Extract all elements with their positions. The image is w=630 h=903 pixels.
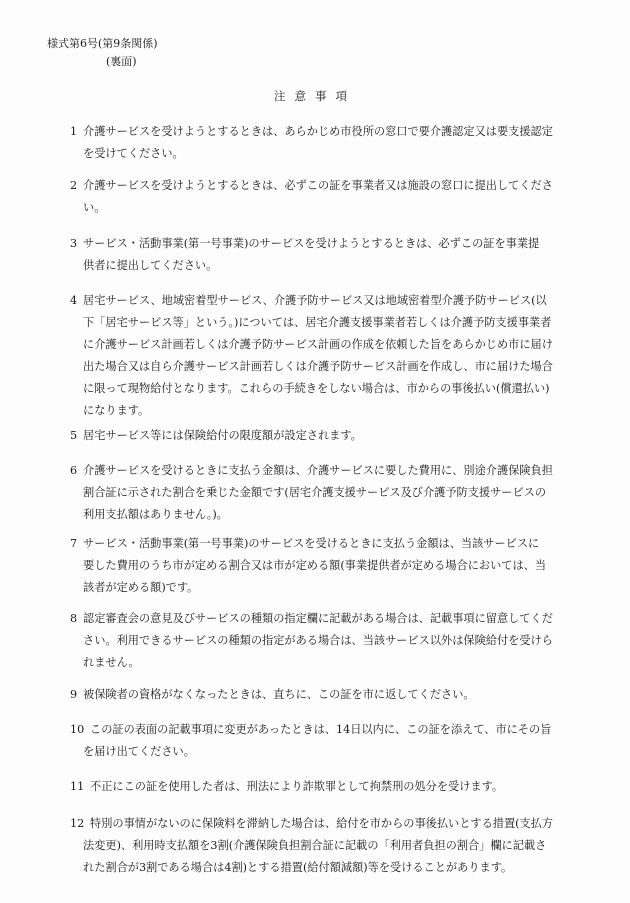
item-text [70, 813, 580, 879]
item-number: 5 [70, 429, 78, 442]
notice-item [70, 175, 580, 219]
notice-item [70, 719, 580, 763]
item-line: れた割合が3割である場合は4割)とする措置(給付額減額)等を受けることがあります。 [83, 861, 513, 874]
item-line: 居宅サービス等には保険給付の限度額が設定されます。 [83, 429, 362, 442]
item-line: 出た場合又は自ら介護サービス計画若しくは介護予防サービス計画を作成し、市に届けた場合 [83, 360, 553, 373]
item-number: 3 [70, 237, 78, 250]
item-line: 介護サービスを受けようとするときは、必ずこの証を事業者又は施設の窓口に提出してくださ [83, 179, 553, 192]
item-number: 9 [70, 688, 78, 701]
item-text [70, 776, 580, 798]
item-line: 介護サービスを受けるときに支払う金額は、介護サービスに要した費用に、別途介護保険負担 [83, 464, 553, 477]
item-line: この証の表面の記載事項に変更があったときは、14日以内に、この証を添えて、市にその旨 [90, 723, 552, 736]
item-line: さい。利用できるサービスの種類の指定がある場合は、当該サービス以外は保険給付を受けら [83, 634, 553, 647]
page-title: 注意事項 [274, 89, 356, 103]
item-number: 2 [70, 179, 78, 192]
notice-item [70, 121, 580, 165]
notice-item [70, 460, 580, 526]
item-number: 7 [70, 537, 78, 550]
item-text [70, 290, 580, 422]
form-number: 様式第6号(第9条関係) [47, 37, 158, 50]
item-number: 10 [70, 723, 85, 736]
item-text [70, 608, 580, 674]
item-text [70, 175, 580, 219]
item-text [70, 233, 580, 277]
item-line: に限って現物給付となります。これらの手続きをしない場合は、市からの事後払い(償還払い) [83, 382, 550, 395]
item-line: になります。 [83, 404, 150, 417]
item-line: を届け出てください。 [83, 745, 195, 758]
item-number: 6 [70, 464, 78, 477]
item-line: 利用支払額はありません。)。 [83, 508, 228, 521]
item-line: 下「居宅サービス等」という。)については、居宅介護支援事業者若しくは介護予防支援事業者 [83, 316, 552, 329]
item-line: に介護サービス計画若しくは介護予防サービス計画の作成を依頼した旨をあらかじめ市に届け [83, 338, 553, 351]
item-line: 居宅サービス、地域密着型サービス、介護予防サービス又は地域密着型介護予防サービス(以 [83, 294, 547, 307]
item-line: サービス・活動事業(第一号事業)のサービスを受けようとするときは、必ずこの証を事業提 [83, 237, 540, 250]
item-text [70, 425, 580, 447]
item-line: 割合証に示された割合を乗じた金額です(居宅介護支援サービス及び介護予防支援サービスの [83, 486, 547, 499]
item-line: 特別の事情がないのに保険料を滞納した場合は、給付を市からの事後払いとする措置(支払方 [90, 817, 554, 830]
notice-item [70, 425, 580, 447]
item-line: れません。 [83, 656, 140, 669]
notice-item [70, 533, 580, 599]
item-text [70, 533, 580, 599]
item-line: 被保険者の資格がなくなったときは、直ちに、この証を市に返してください。 [83, 688, 475, 701]
item-line: を受けてください。 [83, 147, 184, 160]
item-line: 不正にこの証を使用した者は、刑法により詐欺罪として拘禁刑の処分を受けます。 [90, 780, 504, 793]
notice-item [70, 290, 580, 422]
item-line: 法変更)、利用時支払額を3割(介護保険負担割合証に記載の「利用者負担の割合」欄に記載さ [83, 839, 547, 852]
item-number: 12 [70, 817, 85, 830]
notice-item [70, 813, 580, 879]
item-line: 供者に提出してください。 [83, 259, 218, 272]
item-number: 11 [70, 780, 85, 793]
notice-item [70, 684, 580, 706]
item-number: 4 [70, 294, 78, 307]
item-line: 介護サービスを受けようとするときは、あらかじめ市役所の窓口で要介護認定又は要支援認定 [83, 125, 553, 138]
notice-item [70, 776, 580, 798]
item-line: 該者が定める額)です。 [83, 581, 199, 594]
item-text [70, 684, 580, 706]
item-text [70, 719, 580, 763]
item-line: い。 [83, 201, 106, 214]
notice-item [70, 608, 580, 674]
item-line: 要した費用のうち市が定める割合又は市が定める額(事業提供者が定める場合においては、当 [83, 559, 547, 572]
item-number: 1 [70, 125, 78, 138]
item-line: 認定審査会の意見及びサービスの種類の指定欄に記載がある場合は、記載事項に留意してくだ [83, 612, 553, 625]
item-text [70, 460, 580, 526]
item-text [70, 121, 580, 165]
side-label: (裏面) [106, 55, 137, 68]
notice-item [70, 233, 580, 277]
item-line: サービス・活動事業(第一号事業)のサービスを受けるときに支払う金額は、当該サービスに [83, 537, 540, 550]
item-number: 8 [70, 612, 78, 625]
